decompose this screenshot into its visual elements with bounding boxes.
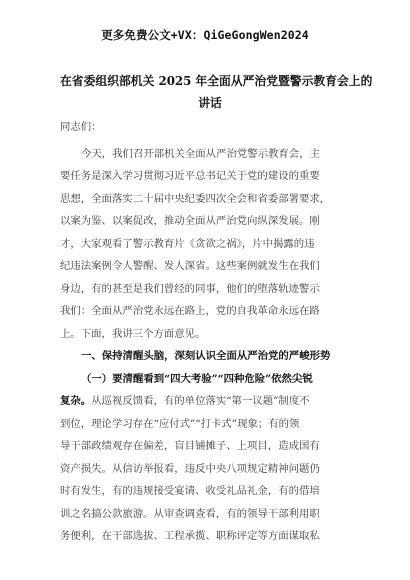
paragraph-1-line: 身边，有的甚至是我们曾经的同事，他们的堕落轨迹警示	[60, 282, 320, 295]
title-line-2: 讲话	[198, 96, 222, 110]
title-line-1: 在省委组织部机关 2025 年全面从严治党暨警示教育会上的	[60, 74, 373, 88]
paragraph-1-line: 才，大家观看了警示教育片《贪欲之祸》，片中揭露的违	[60, 237, 315, 250]
paragraph-1-line: 今天，我们召开部机关全面从严治党警示教育会，主	[81, 147, 320, 160]
document-body	[60, 113, 360, 548]
paragraph-2-line: 资产损失。从信访举报看，违反中央八项规定精神问题仍	[60, 462, 320, 475]
subheading-1-line-2	[60, 390, 360, 413]
subheading-1-bold-tail: 复杂。	[60, 395, 92, 407]
paragraph-1-line: 我们：全面从严治党永远在路上，党的自我革命永远在路	[60, 305, 320, 317]
paragraph-2-line: 导干部政绩观存在偏差，盲目铺摊子、上项目，造成国有	[60, 440, 320, 452]
promo-banner: 更多免费公文+VX：QiGeGongWen2024	[101, 28, 309, 42]
paragraph-2-line: 务便利，在干部选拔、工程承揽、职称评定等方面谋取私	[60, 530, 320, 542]
paragraph-1-line: 纪违法案例令人警醒、发人深省。这些案例就发生在我们	[60, 260, 320, 272]
paragraph-2-line: 到位，理论学习存在“应付式”“打卡式”现象；有的领	[60, 417, 300, 430]
paragraph-1-line: 思想，全面落实二十届中央纪委四次全会和省委部署要求，	[60, 192, 331, 205]
subheading-1-text: 从巡视反馈看，有的单位落实“第一议题”制度不	[91, 395, 310, 407]
salutation: 同志们：	[60, 121, 102, 133]
paragraph-2-line: 训之名搞公款旅游。从审查调查看，有的领导干部利用职	[60, 507, 320, 520]
paragraph-2-line: 时有发生，有的违规接受宴请、收受礼品礼金，有的借培	[60, 485, 320, 497]
paragraph-1-line: 上。下面，我讲三个方面意见。	[60, 327, 206, 340]
document-title	[60, 70, 373, 114]
paragraph-1-line: 以案为鉴、以案促改，推动全面从严治党向纵深发展。刚	[60, 215, 320, 227]
paragraph-1-line: 要任务是深入学习贯彻习近平总书记关于党的建设的重要	[60, 170, 320, 182]
section-heading-1: 一、保持清醒头脑，深刻认识全面从严治党的严峻形势	[81, 350, 331, 362]
subheading-1-line-1: （一）要清醒看到“四大考验”“四种危险”依然尖锐	[81, 372, 313, 385]
